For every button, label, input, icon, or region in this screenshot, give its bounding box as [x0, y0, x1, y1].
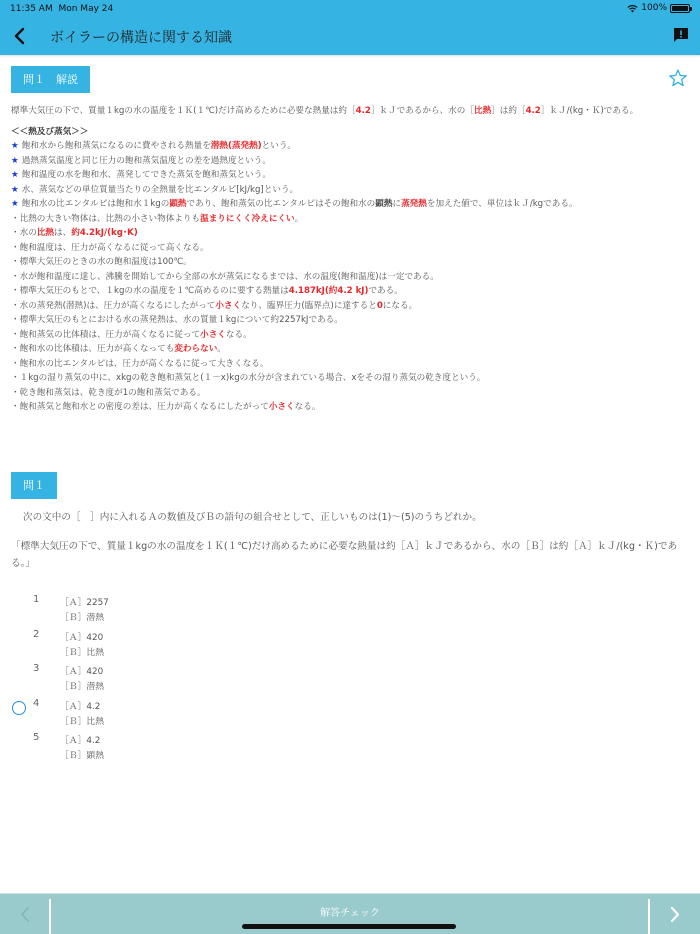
- content-scroll-area[interactable]: [0, 55, 700, 893]
- nav-bar: [0, 18, 700, 55]
- highlight-text: 4.2: [525, 106, 541, 116]
- question-body: 「標準大気圧の下で、質量１kgの水の温度を１Ｋ(１℃)だけ高めるために必要な熱量は約［Ａ］ｋＪであるから、水の［Ｂ］は約［Ａ］ｋＪ/(kg・Ｋ)である。」: [11, 541, 678, 569]
- option-value-b: ［Ｂ］顕熱: [60, 751, 104, 761]
- note-item: [11, 313, 691, 328]
- text-run: なる。: [225, 329, 252, 340]
- highlight-text: 小さく: [268, 402, 295, 412]
- bullet-dot: ・: [11, 213, 20, 224]
- note-item: [11, 241, 691, 256]
- bullet-dot: ・: [11, 358, 20, 369]
- bullet-dot: ・: [11, 315, 20, 325]
- note-item: [11, 342, 691, 357]
- bullet-dot: ・: [11, 271, 20, 282]
- bullet-dot: ・: [11, 344, 20, 354]
- bold-text: 顕熱: [375, 199, 393, 209]
- option-number: 3: [33, 663, 40, 674]
- battery-percent: 100%: [641, 3, 667, 13]
- highlight-text: 4.2: [355, 106, 371, 116]
- status-time: 11:35 AM Mon May 24: [10, 4, 114, 14]
- text-run: １kgの湿り蒸気の中に、xkgの乾き飽和蒸気と(１－x)kgの水分が含まれている場合、xをその湿り蒸気の乾き度という。: [19, 373, 486, 383]
- text-run: 水の蒸発熱(潜熱)は、圧力が高くなるにしたがって: [19, 300, 216, 311]
- previous-button[interactable]: [0, 894, 50, 934]
- back-button[interactable]: [10, 24, 32, 48]
- star-bullet-icon: ★: [11, 184, 19, 195]
- report-icon: [673, 27, 689, 43]
- answer-option-5[interactable]: [0, 730, 700, 765]
- option-value-a: ［Ａ］4.2: [60, 736, 101, 746]
- next-button[interactable]: [650, 894, 700, 934]
- chevron-left-icon: [10, 24, 32, 48]
- star-bullet-icon: ★: [11, 141, 19, 151]
- note-item: [11, 226, 691, 241]
- question-text: [11, 510, 691, 572]
- note-item: [11, 270, 691, 285]
- bullet-dot: ・: [11, 387, 20, 398]
- answer-option-3[interactable]: [0, 661, 700, 696]
- bullet-dot: ・: [11, 402, 20, 412]
- bullet-dot: ・: [11, 286, 20, 296]
- highlight-text: 0: [376, 300, 383, 311]
- text-run: 水、蒸気などの単位質量当たりの全熱量を比エンタルピ[kJ/kg]という。: [21, 184, 299, 195]
- chevron-right-icon: [650, 894, 700, 934]
- text-run: 標準大気圧の下で、質量１kgの水の温度を１Ｋ(１℃)だけ高めるために必要な熱量は約［: [11, 106, 356, 116]
- text-run: 飽和水の比エンタルピは飽和水１kgの: [21, 199, 170, 209]
- text-run: なり、臨界圧力(臨界点)に達すると: [241, 300, 377, 311]
- battery-icon: [670, 4, 690, 13]
- explanation-body: [11, 104, 691, 415]
- bullet-dot: ・: [11, 242, 20, 253]
- text-run: ］ｋＪであるから、水の［: [370, 106, 474, 116]
- chevron-left-icon: [0, 894, 50, 934]
- section-title: ＜＜熱及び蒸気＞＞: [11, 126, 89, 137]
- note-item: [11, 386, 691, 401]
- star-bullet-icon: ★: [11, 199, 19, 209]
- wifi-icon: [627, 4, 638, 13]
- note-item: [11, 328, 691, 343]
- bullet-dot: ・: [11, 373, 20, 383]
- text-run: 飽和水の比エンタルピは、圧力が高くなるに従って大きくなる。: [19, 358, 269, 369]
- page-title: ボイラーの構造に関する知識: [50, 30, 232, 46]
- option-value-a: ［Ａ］2257: [60, 598, 109, 608]
- highlight-text: 比熱: [36, 228, 55, 238]
- highlight-text: 顕熱: [169, 199, 187, 209]
- text-run: なる。: [294, 402, 321, 412]
- note-item: [11, 400, 691, 415]
- text-run: 。: [217, 344, 226, 354]
- text-run: という。: [261, 141, 297, 151]
- key-point-item: [11, 168, 691, 183]
- highlight-text: 蒸発熱: [401, 199, 427, 209]
- text-run: を加えた値で、単位はｋＪ/kgである。: [426, 199, 578, 209]
- bullet-dot: ・: [11, 300, 20, 311]
- bullet-dot: ・: [11, 329, 20, 340]
- report-button[interactable]: [673, 27, 689, 43]
- text-run: である。: [368, 286, 403, 296]
- highlight-text: 変わらない: [174, 344, 218, 354]
- highlight-text: 潜熱(蒸発熱): [210, 141, 262, 151]
- option-value-b: ［Ｂ］比熱: [60, 716, 104, 727]
- text-run: 飽和蒸気と飽和水との密度の差は、圧力が高くなるにしたがって: [19, 402, 269, 412]
- highlight-text: 約4.2kJ/(kg･K): [71, 228, 138, 238]
- key-point-item: [11, 139, 691, 154]
- note-item: [11, 212, 691, 227]
- text-run: であり、飽和蒸気の比エンタルピはその飽和水の: [186, 199, 376, 209]
- text-run: 過熱蒸気温度と同じ圧力の飽和蒸気温度との差を過熱度という。: [21, 155, 271, 166]
- text-run: 飽和水から飽和蒸気になるのに費やされる熱量を: [21, 141, 211, 151]
- text-run: になる。: [382, 300, 418, 311]
- favorite-button[interactable]: [668, 68, 688, 88]
- highlight-text: 4.187kJ(約4.2 kJ): [288, 286, 369, 296]
- text-run: 飽和温度は、圧力が高くなるに従って高くなる。: [19, 242, 209, 253]
- key-point-item: [11, 183, 691, 198]
- text-run: 飽和温度の水を飽和水、蒸発してできた蒸気を飽和蒸気という。: [21, 170, 271, 180]
- highlight-text: 小さく: [200, 329, 226, 340]
- text-run: 。: [294, 213, 304, 224]
- bullet-dot: ・: [11, 228, 20, 238]
- bullet-dot: ・: [11, 257, 20, 267]
- text-run: 標準大気圧のもとで、１kgの水の温度を１℃高めるのに要する熱量は: [19, 286, 289, 296]
- notes-list: [11, 212, 691, 415]
- question-tag: 問１: [11, 472, 57, 499]
- text-run: 標準大気圧のもとにおける水の蒸発熱は、水の質量１kgについて約2257kJである。: [19, 315, 343, 325]
- star-bullet-icon: ★: [11, 155, 19, 166]
- key-points-list: [11, 139, 691, 212]
- text-run: 乾き飽和蒸気は、乾き度が1の飽和蒸気である。: [19, 387, 206, 398]
- answer-option-2[interactable]: [0, 627, 700, 662]
- text-run: ］ｋＪ/(kg・Ｋ)である。: [540, 106, 639, 116]
- text-run: ］は約［: [491, 106, 526, 116]
- option-value-a: ［Ａ］420: [60, 667, 104, 677]
- text-run: 飽和蒸気の比体積は、圧力が高くなるに従って: [19, 329, 201, 340]
- key-point-item: [11, 197, 691, 212]
- highlight-text: 比熱: [473, 106, 492, 116]
- option-value-a: ［Ａ］4.2: [60, 701, 101, 712]
- note-item: [11, 255, 691, 270]
- app-header: [0, 0, 700, 55]
- option-number: 1: [33, 594, 40, 605]
- text-run: 比熱の大きい物体は、比熱の小さい物体よりも: [19, 213, 201, 224]
- status-indicators: [627, 3, 690, 13]
- answer-option-1[interactable]: [0, 592, 700, 627]
- note-item: [11, 284, 691, 299]
- note-item: [11, 371, 691, 386]
- answer-option-4[interactable]: [0, 696, 700, 731]
- key-point-item: [11, 154, 691, 169]
- text-run: 水が飽和温度に達し、沸騰を開始してから全部の水が蒸気になるまでは、水の温度(飽和温度)は一定である。: [19, 271, 439, 282]
- star-bullet-icon: ★: [11, 170, 19, 180]
- question-lead: 次の文中の［ ］内に入れるＡの数値及びＢの語句の組合せとして、正しいものは(1)～(5)のうちどれか。: [23, 512, 482, 523]
- option-value-b: ［Ｂ］比熱: [60, 647, 104, 658]
- explanation-intro: [11, 104, 691, 119]
- text-run: は、: [54, 228, 72, 238]
- highlight-text: 小さく: [215, 300, 242, 311]
- highlight-text: 温まりにくく冷えにくい: [200, 213, 295, 224]
- note-item: [11, 357, 691, 372]
- option-number: 4: [33, 697, 40, 709]
- text-run: に: [392, 199, 402, 209]
- option-value-b: ［Ｂ］潜熱: [60, 682, 104, 692]
- text-run: 標準大気圧のときの水の飽和温度は100℃。: [19, 257, 192, 267]
- note-item: [11, 299, 691, 314]
- check-answer-button[interactable]: 解答チェック: [320, 908, 380, 919]
- option-value-b: ［Ｂ］潜熱: [60, 613, 104, 623]
- option-number: 2: [33, 628, 40, 640]
- option-value-a: ［Ａ］420: [60, 632, 104, 643]
- star-outline-icon: [668, 68, 688, 88]
- answer-options: [0, 592, 700, 765]
- text-run: 水の: [19, 228, 37, 238]
- text-run: 飽和水の比体積は、圧力が高くなっても: [19, 344, 175, 354]
- home-indicator[interactable]: [242, 924, 456, 929]
- option-number: 5: [33, 732, 40, 743]
- status-bar: [0, 0, 700, 18]
- selected-circle-icon: [12, 701, 26, 715]
- explanation-tag: 問１ 解説: [11, 66, 90, 93]
